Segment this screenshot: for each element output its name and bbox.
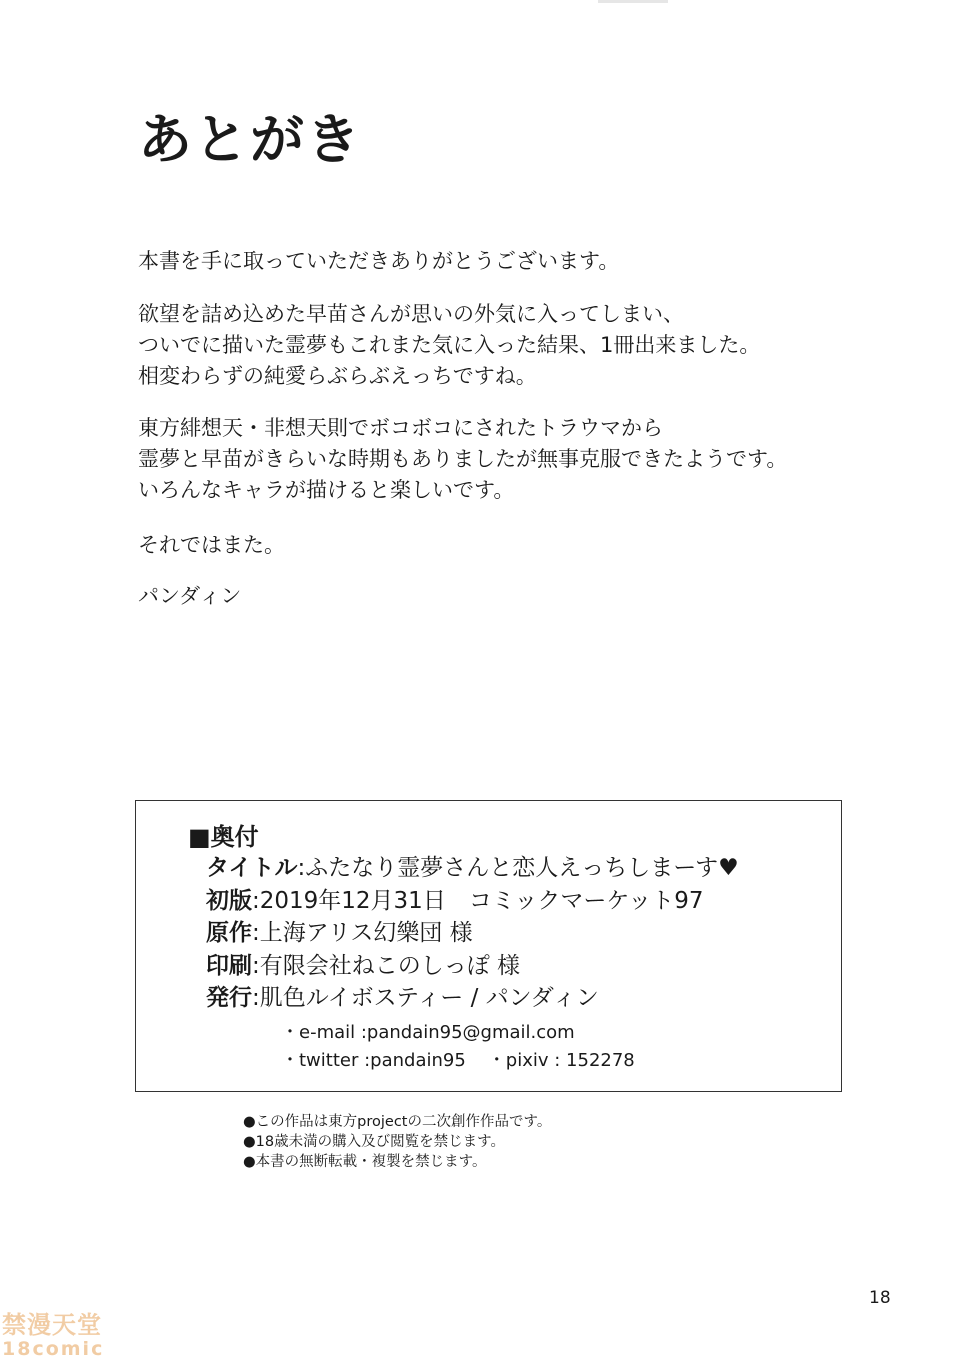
colophon-row-original-work <box>206 917 739 950</box>
contact-pixiv: ・pixiv : 152278 <box>487 1050 635 1071</box>
page-number: 18 <box>869 1288 891 1308</box>
colophon-row-publisher <box>206 982 739 1015</box>
author-signature: パンダィン <box>138 584 242 608</box>
watermark-line: 18comic <box>2 1338 105 1360</box>
colophon-value: 上海アリス幻樂団 様 <box>259 920 473 946</box>
watermark-logo <box>2 1312 138 1362</box>
colophon-separator: : <box>252 920 260 946</box>
colophon-value: 2019年12月31日 コミックマーケット97 <box>259 887 704 914</box>
colophon-key: タイトル <box>206 855 298 881</box>
legal-notes <box>243 1112 551 1172</box>
colophon-value: ふたなり霊夢さんと恋人えっちしまーす♥ <box>305 855 739 881</box>
colophon-heading: ■奥付 <box>188 823 259 851</box>
colophon-value: 有限会社ねこのしっぽ 様 <box>259 952 521 979</box>
afterword-line: いろんなキャラが描けると楽しいです。 <box>138 478 515 502</box>
contact-twitter: ・twitter :pandain95 <box>281 1050 466 1071</box>
afterword-line: 東方緋想天・非想天則でボコボコにされたトラウマから <box>138 416 663 440</box>
afterword-line: ついでに描いた霊夢もこれまた気に入った結果、1冊出来ました。 <box>138 333 761 357</box>
closing-line: それではまた。 <box>138 533 285 557</box>
afterword-title: あとがき <box>138 108 362 171</box>
contact-social <box>281 1049 635 1073</box>
contact-email: ・e-mail :pandain95@gmail.com <box>281 1022 575 1043</box>
afterword-line: 相変わらずの純愛らぶらぶえっちですね。 <box>138 364 537 388</box>
legal-note: ●この作品は東方projectの二次創作作品です。 <box>243 1114 552 1130</box>
scan-artifact <box>598 0 668 3</box>
colophon-separator: : <box>252 887 260 914</box>
colophon-key: 発行 <box>206 985 252 1011</box>
colophon-row-printing <box>206 950 739 983</box>
afterword-line: 本書を手に取っていただきありがとうございます。 <box>138 249 620 273</box>
colophon-separator: : <box>252 952 260 979</box>
colophon-box <box>135 800 842 1092</box>
legal-note: ●本書の無断転載・複製を禁じます。 <box>243 1154 487 1170</box>
colophon-row-first-edition <box>206 885 739 918</box>
afterword-line: 欲望を詰め込めた早苗さんが思いの外気に入ってしまい、 <box>138 302 684 326</box>
legal-note: ●18歳未満の購入及び閲覧を禁じます。 <box>243 1134 505 1150</box>
colophon-key: 印刷 <box>206 952 252 979</box>
colophon-rows <box>206 852 739 1015</box>
colophon-row-title <box>206 852 739 885</box>
colophon-separator: : <box>297 855 306 881</box>
colophon-separator: : <box>252 985 260 1011</box>
afterword-line: 霊夢と早苗がきらいな時期もありましたが無事克服できたようです。 <box>138 447 788 471</box>
watermark-line: 禁漫天堂 <box>2 1311 102 1339</box>
colophon-key: 原作 <box>206 920 252 946</box>
colophon-value: 肌色ルイボスティー / パンダィン <box>259 985 599 1011</box>
afterword-body <box>138 246 898 612</box>
colophon-key: 初版 <box>206 887 252 914</box>
